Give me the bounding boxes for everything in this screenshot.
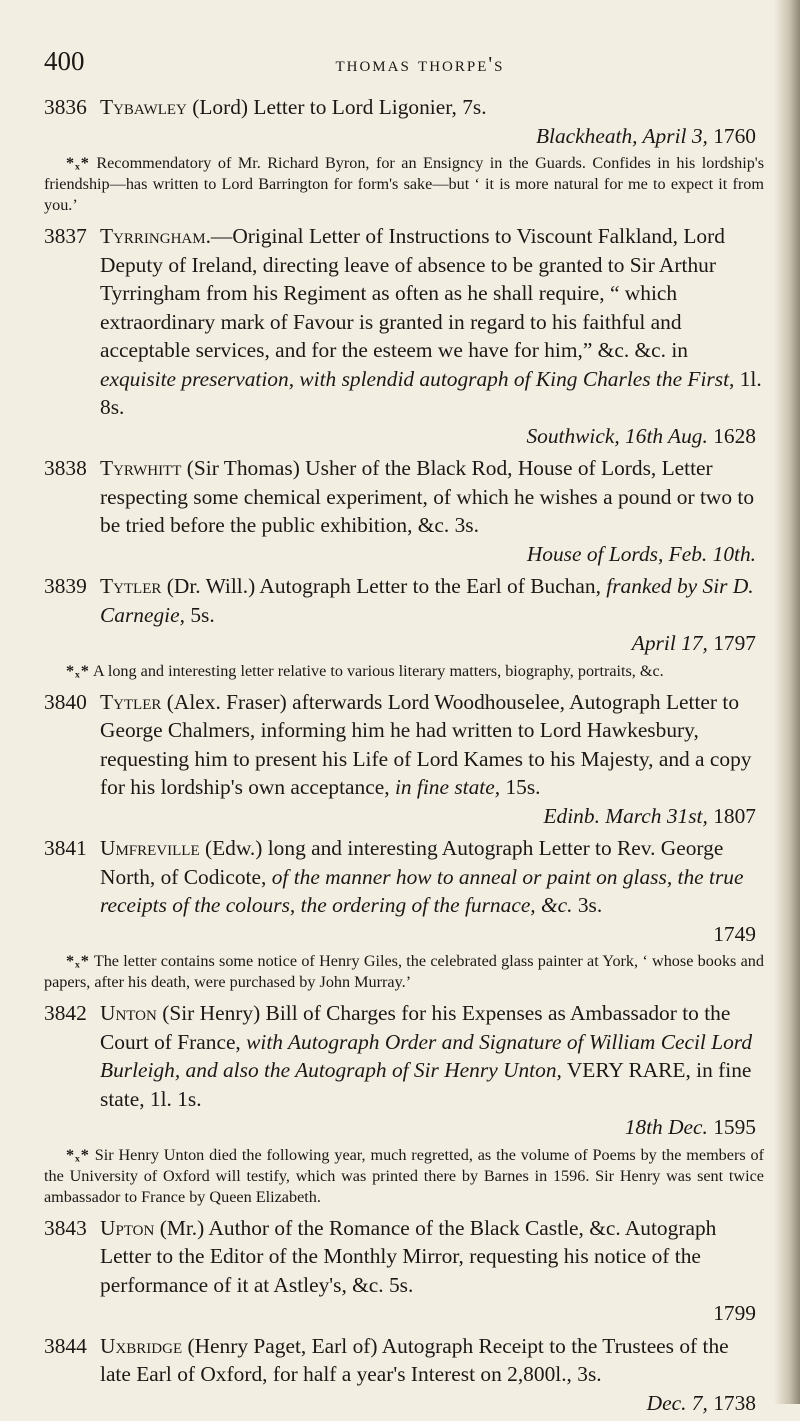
entry-note xyxy=(44,951,764,993)
page-edge-shadow xyxy=(774,0,800,1404)
entry-dateline xyxy=(44,1299,764,1328)
entry-italic-text: of the manner how to anneal or paint on glass, the true receipts of the colours, the ordering of the furnace, &c. xyxy=(100,864,744,917)
catalogue-entry xyxy=(44,1332,764,1418)
catalogue-entry xyxy=(44,834,764,993)
entry-italic-text: with Autograph Order and Signature of William Cecil Lord Burleigh, and also the Autograph of Sir Henry Unton, xyxy=(100,1029,753,1082)
page-number: 400 xyxy=(44,46,85,76)
note-asterism: *ₓ* xyxy=(66,1145,90,1164)
entry-year: 1595 xyxy=(713,1115,756,1139)
catalogue-entry xyxy=(44,1214,764,1328)
entry-note xyxy=(44,153,764,216)
entry-text: (Dr. Will.) Autograph Letter to the Earl of Buchan, xyxy=(161,574,601,598)
catalogue-entry xyxy=(44,454,764,568)
entry-year: 1628 xyxy=(713,423,756,448)
note-asterism: *ₓ* xyxy=(66,952,90,970)
entry-price: 3s. xyxy=(572,893,603,917)
entry-number: 3839 xyxy=(44,574,87,598)
entry-year: 1738 xyxy=(713,1390,756,1415)
entry-number: 3840 xyxy=(44,689,87,714)
entry-year: 1799 xyxy=(713,1301,756,1325)
entry-year: 1749 xyxy=(713,921,756,946)
entry-number: 3837 xyxy=(44,224,87,248)
entry-description xyxy=(44,999,764,1113)
entry-text: (Sir Thomas) Usher of the Black Rod, House of Lords, Letter respecting some chemical experiment, of which he wishes a pound or two to be tried before the public exhibition, &c. 3s. xyxy=(100,456,755,537)
entry-year: 1797 xyxy=(713,631,756,655)
entry-place-date: April 17, xyxy=(631,631,708,655)
entry-description xyxy=(44,572,764,629)
entry-price: 1l. 8s. xyxy=(100,366,762,419)
entry-text: (Edw.) long and interesting Autograph Letter to Rev. George North, of Codicote, xyxy=(100,836,724,889)
entry-number: 3836 xyxy=(44,95,87,119)
entry-description xyxy=(44,454,764,540)
entry-number: 3844 xyxy=(44,1333,87,1358)
entry-description xyxy=(44,1332,764,1389)
catalogue-entry xyxy=(44,572,764,682)
entry-place-date: Dec. 7, xyxy=(646,1390,708,1415)
entry-dateline xyxy=(44,540,764,569)
entry-number: 3842 xyxy=(44,1001,87,1025)
entry-name: Umfreville xyxy=(100,836,200,860)
catalogue-entry xyxy=(44,688,764,831)
entry-description xyxy=(44,688,764,802)
note-asterism: *ₓ* xyxy=(66,661,90,680)
catalogue-entry xyxy=(44,999,764,1208)
entry-place-date: 18th Dec. xyxy=(624,1115,708,1139)
note-text: A long and interesting letter relative to various literary matters, biography, portraits, &c. xyxy=(92,661,664,680)
entry-price: VERY RARE, in fine state, 1l. 1s. xyxy=(100,1058,752,1111)
entry-name: Tytler xyxy=(100,574,162,598)
entry-place-date: Blackheath, April 3, xyxy=(535,123,708,148)
note-text: The letter contains some notice of Henry Giles, the celebrated glass painter at York, ‘ whose books and papers, after his death, were purchased by John Murray.’ xyxy=(44,952,764,991)
note-text: Recommendatory of Mr. Richard Byron, for an Ensigncy in the Guards. Confides in his lordship's friendship—has written to Lord Barrington for form's sake—but ‘ it is more natural for me to expect it from you.’ xyxy=(44,154,765,214)
entry-place-date: Southwick, 16th Aug. xyxy=(526,423,708,448)
entry-text: .—Original Letter of Instructions to Viscount Falkland, Lord Deputy of Ireland, directing leave of absence to be granted to Sir Arthur Tyrringham from his Regiment as often as he shall require, “ which extraordinary mark of Favour is granted in regard to his faithful and acceptable services, and for the esteem we have for him,” &c. &c. in xyxy=(100,224,725,362)
note-text: Sir Henry Unton died the following year, much regretted, as the volume of Poems by the members of the University of Oxford will testify, which was printed there by Barnes in 1596. Sir Henry was sent twice ambassador to France by Queen Elizabeth. xyxy=(44,1145,764,1206)
entry-description xyxy=(44,1214,764,1300)
entry-italic-text: exquisite preservation, with splendid autograph of King Charles the First, xyxy=(100,366,735,391)
entry-dateline xyxy=(44,802,764,831)
entry-dateline xyxy=(44,422,764,451)
entry-text: (Lord) Letter to Lord Ligonier, 7s. xyxy=(186,95,487,119)
entry-name: Uxbridge xyxy=(100,1333,183,1358)
entry-dateline xyxy=(44,122,764,151)
entry-number: 3841 xyxy=(44,836,87,860)
entry-dateline xyxy=(44,1113,764,1142)
entry-number: 3838 xyxy=(44,456,87,480)
entry-name: Tytler xyxy=(100,689,162,714)
entry-name: Tybawley xyxy=(100,95,187,119)
entry-text: (Sir Henry) Bill of Charges for his Expenses as Ambassador to the Court of France, xyxy=(100,1001,731,1054)
entry-name: Unton xyxy=(100,1001,157,1025)
entry-text: (Alex. Fraser) afterwards Lord Woodhouselee, Autograph Letter to George Chalmers, informing him he had written to Lord Hawkesbury, requesting him to present his Life of Lord Kames to his Majesty, and a copy for his lordship's own acceptance, xyxy=(100,689,752,799)
entry-dateline xyxy=(44,1389,764,1418)
entry-text: (Henry Paget, Earl of) Autograph Receipt to the Trustees of the late Earl of Oxford, for half a year's Interest on 2,800l., 3s. xyxy=(100,1333,729,1386)
entry-number: 3843 xyxy=(44,1215,87,1240)
entry-name: Tyrwhitt xyxy=(100,456,182,480)
entry-year: 1760 xyxy=(713,123,756,148)
entry-place-date: House of Lords, Feb. 10th. xyxy=(526,541,756,566)
entry-dateline xyxy=(44,629,764,658)
entry-place-date: Edinb. March 31st, xyxy=(543,803,708,828)
entry-italic-text: in fine state, xyxy=(394,775,501,799)
entry-name: Tyrringham xyxy=(100,224,206,248)
running-title: thomas thorpe's xyxy=(335,52,505,76)
entry-description xyxy=(44,222,764,422)
entry-note xyxy=(44,1145,764,1208)
entry-description xyxy=(44,834,764,920)
catalogue-entries xyxy=(44,93,764,1421)
entry-year: 1807 xyxy=(713,803,756,828)
entry-text: (Mr.) Author of the Romance of the Black Castle, &c. Autograph Letter to the Editor of the Monthly Mirror, requesting his notice of the performance of it at Astley's, &c. 5s. xyxy=(100,1215,717,1297)
entry-description xyxy=(44,93,764,122)
entry-price: 5s. xyxy=(184,602,215,627)
catalogue-entry xyxy=(44,222,764,450)
entry-price: 15s. xyxy=(500,775,541,799)
catalogue-entry xyxy=(44,93,764,216)
entry-name: Upton xyxy=(100,1215,155,1240)
note-asterism: *ₓ* xyxy=(66,154,90,172)
page-header xyxy=(0,44,800,84)
entry-note xyxy=(44,661,764,682)
entry-italic-text: franked by Sir D. Carnegie, xyxy=(100,574,754,627)
entry-dateline xyxy=(44,920,764,949)
